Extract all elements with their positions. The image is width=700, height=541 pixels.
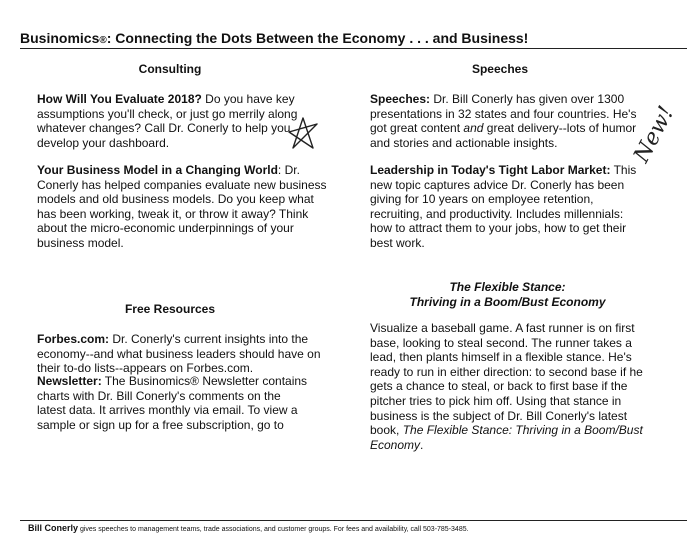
labor-market-paragraph xyxy=(370,163,638,251)
free-resources-heading: Free Resources xyxy=(124,302,216,316)
brand-name: Businomics xyxy=(20,30,100,46)
forbes-paragraph xyxy=(37,332,322,376)
footer-name: Bill Conerly xyxy=(28,523,79,533)
handwritten-new-annotation xyxy=(628,98,694,178)
business-model-paragraph xyxy=(37,163,327,251)
newsletter-title: Newsletter: xyxy=(37,374,102,388)
consulting-heading: Consulting xyxy=(138,62,202,76)
page-title xyxy=(20,30,528,46)
speeches-and: and xyxy=(463,121,484,136)
forbes-body: Dr. Conerly's current insights into the economy--and what business leaders should have on their to-do lists--appears on Forbes.com. xyxy=(37,332,321,376)
newsletter-body: The Businomics® Newsletter contains charts with Dr. Bill Conerly's comments on the latest data. It arrives monthly via email. To view a sample or sign up for a free subscription, go to xyxy=(37,374,308,432)
speeches-heading: Speeches xyxy=(471,62,529,76)
newsletter-paragraph xyxy=(37,374,312,432)
speeches-body-end: great delivery--lots of humor and stories and actionable insights. xyxy=(370,121,637,150)
speeches-title: Speeches: xyxy=(370,92,431,106)
book-title xyxy=(370,280,645,310)
flexible-stance-body: Visualize a baseball game. A fast runner is on first base, looking to steal second. The runner takes a lead, then plants himself in a flexible stance. He's ready to run in either direction: to second base if he gets a chance to steal, or back to first base if the pitcher tries to pick him off. Using that stance in business is the subject of Dr. Bill Conerly's latest book, xyxy=(370,321,643,438)
evaluate-2018-body: Do you have key assumptions you'll check, or just go merrily along whatever changes? Call Dr. Conerly to help you develop your dashboard. xyxy=(37,92,298,150)
speeches-paragraph xyxy=(370,92,650,150)
registered-mark: ® xyxy=(99,35,107,46)
forbes-title: Forbes.com: xyxy=(37,332,110,346)
speeches-body: Dr. Bill Conerly has given over 1300 presentations in 32 states and four countries. He's got great content xyxy=(370,92,637,136)
footer xyxy=(28,523,469,533)
footer-divider xyxy=(20,520,687,521)
header-divider xyxy=(20,48,687,49)
business-model-body: : Dr. Conerly has helped companies evaluate new business models and old business models. Do you keep what has been working, tweak it, or throw it away? Think about the micro-economic underpinnings of your business model. xyxy=(37,163,327,250)
business-model-title: Your Business Model in a Changing World xyxy=(37,163,278,177)
flexible-stance-book-name: The Flexible Stance: Thriving in a Boom/Bust Economy xyxy=(370,423,643,452)
book-title-line1: The Flexible Stance: xyxy=(449,280,566,294)
labor-market-body: This new topic captures advice Dr. Conerly has been giving for 10 years on employee retention, recruiting, and productivity. Includes millennials: how to attract them to your jobs, how to get their best work. xyxy=(370,163,637,250)
book-title-line2: Thriving in a Boom/Bust Economy xyxy=(409,295,606,309)
flexible-stance-period: . xyxy=(420,437,424,452)
evaluate-2018-title: How Will You Evaluate 2018? xyxy=(37,92,202,106)
new-annotation-text: New! xyxy=(629,102,680,167)
page-subtitle: : Connecting the Dots Between the Economy . . . and Business! xyxy=(106,30,529,46)
flexible-stance-paragraph xyxy=(370,321,655,452)
labor-market-title: Leadership in Today's Tight Labor Market: xyxy=(370,163,611,177)
hand-drawn-star-icon xyxy=(283,114,323,154)
footer-text: gives speeches to management teams, trade associations, and customer groups. For fees and availability, call 503-785-3485. xyxy=(78,526,469,533)
